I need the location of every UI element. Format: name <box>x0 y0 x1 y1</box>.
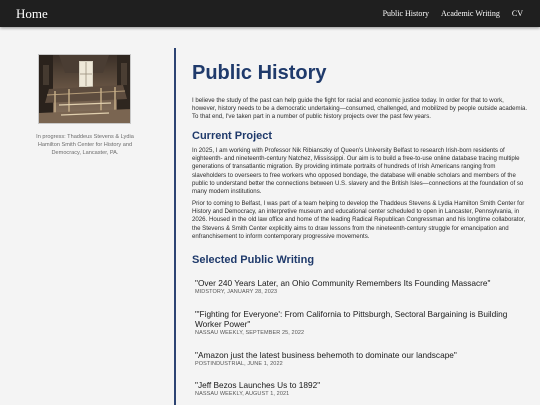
article-meta: POSTINDUSTRIAL, JUNE 1, 2022 <box>195 361 283 367</box>
article-title-link[interactable]: "'Fighting for Everyone': From California to Pittsburgh, Sectoral Bargaining is Building Worker Power" <box>195 309 508 329</box>
page-title: Public History <box>192 62 327 84</box>
current-project-heading: Current Project <box>192 130 273 142</box>
article-item <box>195 350 525 368</box>
nav-links <box>383 9 523 18</box>
current-project-paragraph-2: Prior to coming to Belfast, I was part of a team helping to develop the Thaddeus Stevens & Lydia Hamilton Smith Center for History and Democracy, an interpretive museum and educational center scheduled to open in Lancaster, Pennsylvania, in 2026. Housed in the old law office and home of the leading Radical Republican Congressman and his longtime collaborator, the Stevens & Smith Center explicitly aims to draw lessons from the nineteenth-century struggle for emancipation and enfranchisement to inform contemporary progressive movements. <box>192 200 526 240</box>
top-navbar <box>0 0 540 27</box>
nav-link-public-history[interactable]: Public History <box>382 9 430 18</box>
selected-writing-heading: Selected Public Writing <box>192 254 315 266</box>
article-title-link[interactable]: "Amazon just the latest business behemoth to dominate our landscape" <box>195 350 457 360</box>
building-photo <box>38 54 131 124</box>
article-item <box>195 309 525 337</box>
article-title-link[interactable]: "Jeff Bezos Launches Us to 1892" <box>195 380 321 390</box>
building-interior-image <box>39 55 131 124</box>
article-item <box>195 380 525 398</box>
photo-caption: In progress: Thaddeus Stevens & Lydia Hamilton Smith Center for History and Democracy, Lancaster, PA. <box>36 134 134 156</box>
article-meta: NASSAU WEEKLY, SEPTEMBER 25, 2022 <box>195 330 305 336</box>
intro-paragraph: I believe the study of the past can help guide the fight for racial and economic justice today. In order for that to work, however, history needs to be a democratic undertaking—consumed, challenged, and mobilized by people outside academia. To that end, I've taken part in a number of public history projects over the past few years. <box>192 97 528 121</box>
article-meta: MIDSTORY, JANUARY 28, 2023 <box>195 289 278 295</box>
article-meta: NASSAU WEEKLY, AUGUST 1, 2021 <box>195 391 290 397</box>
nav-link-cv[interactable]: CV <box>511 9 523 18</box>
vertical-divider <box>174 48 176 405</box>
article-title-link[interactable]: "Over 240 Years Later, an Ohio Community Remembers Its Founding Massacre" <box>195 278 491 288</box>
sidebar <box>0 27 174 405</box>
home-link[interactable]: Home <box>16 6 48 21</box>
article-item <box>195 278 525 296</box>
nav-link-academic-writing[interactable]: Academic Writing <box>441 9 500 18</box>
current-project-paragraph-1: In 2025, I am working with Professor Nik Ribianszky of Queen's University Belfast to research Irish-born residents of eighteenth- and nineteenth-century Natchez, Mississippi. Our aim is to build a free-to-use online database tracing multiple generations of transatlantic migration. By providing intimate portraits of hundreds of Irish Americans ranging from slaveholders to overseers to free workers who opposed bondage, the database will enable scholars and members of the public to understand better the connections between U.S. slavery and the British Isles—connections at the foundation of so many modern institutions. <box>192 147 524 196</box>
